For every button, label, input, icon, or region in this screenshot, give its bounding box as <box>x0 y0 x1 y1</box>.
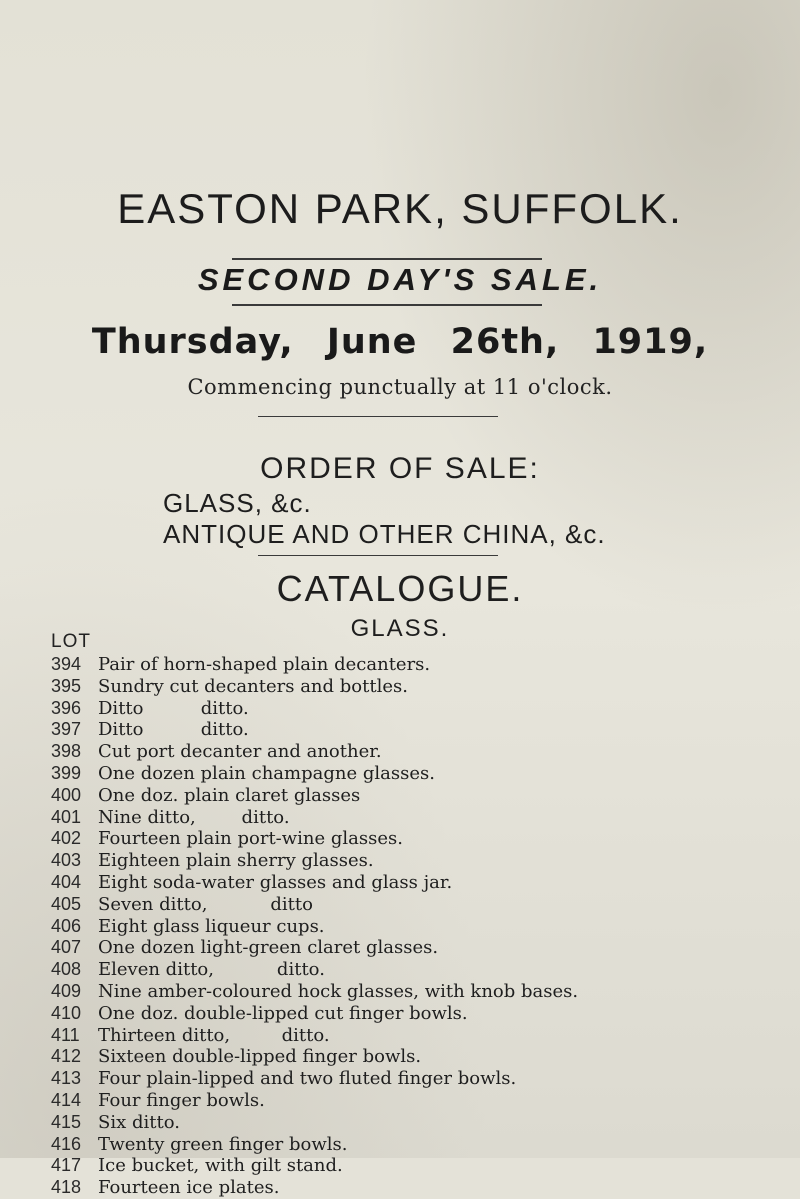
lot-row <box>51 807 771 829</box>
lot-number: 416 <box>51 1133 82 1154</box>
commencing-time: Commencing punctually at 11 o'clock. <box>187 375 613 399</box>
sale-date-day: Thursday, <box>91 322 294 362</box>
lot-row <box>51 654 771 676</box>
lot-description: Seven ditto, ditto <box>98 893 313 915</box>
lot-description: One doz. double-lipped cut finger bowls. <box>98 1002 468 1024</box>
lot-number: 411 <box>51 1024 80 1045</box>
sale-date-year: 1919, <box>592 322 709 362</box>
lot-description: Eight soda-water glasses and glass jar. <box>98 871 453 893</box>
page-title: EASTON PARK, SUFFOLK. <box>117 185 683 232</box>
lot-number: 408 <box>51 959 82 980</box>
lot-number: 398 <box>51 741 82 762</box>
lot-number: 412 <box>51 1046 82 1067</box>
lot-number: 409 <box>51 980 82 1001</box>
order-of-sale-item: GLASS, &c. <box>163 488 312 518</box>
lot-description: Nine ditto, ditto. <box>98 806 290 828</box>
lot-column-heading: LOT <box>51 631 91 652</box>
lot-description: Four plain-lipped and two fluted finger bowls. <box>98 1068 517 1090</box>
sale-date <box>0 322 800 362</box>
lot-description: Cut port decanter and another. <box>98 741 382 763</box>
lot-description: One doz. plain claret glasses <box>98 784 361 806</box>
lot-description: Eleven ditto, ditto. <box>98 959 325 981</box>
lot-number: 414 <box>51 1089 82 1110</box>
sale-date-daynum: 26th, <box>450 322 560 362</box>
lot-row <box>51 1090 771 1112</box>
section-heading: GLASS. <box>350 615 450 642</box>
lot-row <box>51 1177 771 1199</box>
lot-number: 400 <box>51 784 82 805</box>
divider <box>258 416 498 417</box>
order-of-sale-item: ANTIQUE AND OTHER CHINA, &c. <box>163 519 606 549</box>
lot-description: Nine amber-coloured hock glasses, with knob bases. <box>98 980 579 1002</box>
lot-description: Pair of horn-shaped plain decanters. <box>98 654 431 675</box>
lot-row <box>51 916 771 938</box>
lot-row <box>51 1025 771 1047</box>
catalogue-heading: CATALOGUE. <box>276 568 524 609</box>
lot-number: 403 <box>51 850 82 871</box>
lot-row <box>51 872 771 894</box>
lot-number: 399 <box>51 762 82 783</box>
lot-number: 406 <box>51 915 82 936</box>
lot-row <box>51 763 771 785</box>
lot-number: 394 <box>51 654 82 674</box>
lot-row <box>51 698 771 720</box>
lot-number: 395 <box>51 675 82 696</box>
lot-number: 413 <box>51 1068 82 1089</box>
lot-description: Six ditto. <box>98 1111 180 1133</box>
lot-number: 397 <box>51 719 82 740</box>
lot-row <box>51 1112 771 1134</box>
lot-row <box>51 894 771 916</box>
lot-number: 417 <box>51 1155 82 1176</box>
lot-number: 401 <box>51 806 82 827</box>
lot-description: One dozen light-green claret glasses. <box>98 937 439 959</box>
lot-description: Sundry cut decanters and bottles. <box>98 675 408 697</box>
lot-description: Twenty green finger bowls. <box>98 1133 348 1155</box>
lot-number: 402 <box>51 828 82 849</box>
divider <box>258 555 498 556</box>
lot-number: 410 <box>51 1002 82 1023</box>
sale-subtitle: SECOND DAY'S SALE. <box>197 262 603 297</box>
lot-description: Eight glass liqueur cups. <box>98 915 325 937</box>
lot-row <box>51 719 771 741</box>
lot-row <box>51 1068 771 1090</box>
lot-description: Ditto ditto. <box>98 719 249 741</box>
lot-row <box>51 981 771 1003</box>
lot-row <box>51 676 771 698</box>
lot-row <box>51 785 771 807</box>
lot-list <box>51 654 771 1199</box>
lot-row <box>51 959 771 981</box>
lot-description: Sixteen double-lipped finger bowls. <box>98 1046 422 1068</box>
lot-row <box>51 741 771 763</box>
lot-number: 407 <box>51 937 82 958</box>
lot-row <box>51 1155 771 1177</box>
lot-description: Eighteen plain sherry glasses. <box>98 850 374 872</box>
lot-number: 404 <box>51 871 82 892</box>
lot-description: Thirteen ditto, ditto. <box>98 1024 330 1046</box>
lot-description: Fourteen ice plates. <box>98 1177 280 1199</box>
lot-row <box>51 828 771 850</box>
lot-description: Fourteen plain port-wine glasses. <box>98 828 403 850</box>
divider <box>232 304 542 306</box>
lot-row <box>51 1046 771 1068</box>
lot-number: 396 <box>51 697 82 718</box>
lot-number: 415 <box>51 1111 82 1132</box>
lot-row <box>51 850 771 872</box>
lot-description: One dozen plain champagne glasses. <box>98 762 435 784</box>
lot-description: Four finger bowls. <box>98 1089 265 1111</box>
sale-date-month: June <box>326 322 418 362</box>
lot-number: 405 <box>51 893 82 914</box>
divider <box>232 258 542 260</box>
lot-row <box>51 1003 771 1025</box>
lot-number: 418 <box>51 1177 82 1198</box>
lot-row <box>51 937 771 959</box>
lot-description: Ice bucket, with gilt stand. <box>98 1155 343 1177</box>
order-of-sale-heading: ORDER OF SALE: <box>260 452 540 485</box>
lot-description: Ditto ditto. <box>98 697 249 719</box>
lot-row <box>51 1134 771 1156</box>
